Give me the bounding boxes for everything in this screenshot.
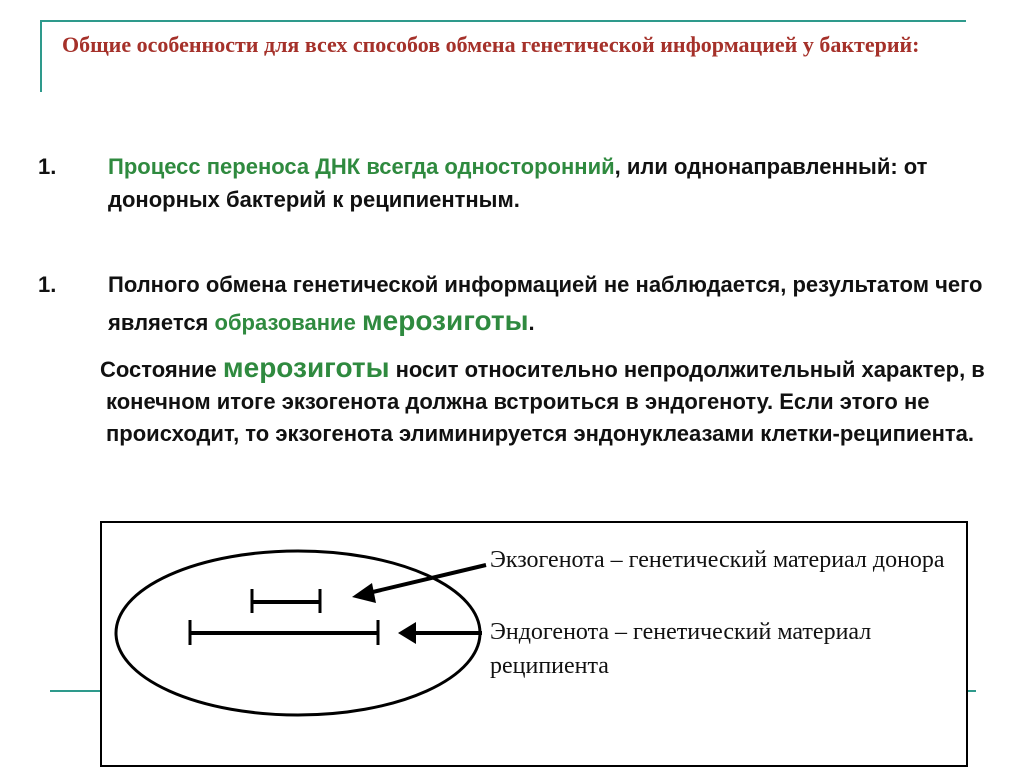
- highlight-text: образование: [214, 310, 362, 335]
- endogenote-arrow: [398, 622, 482, 644]
- frame-left-line: [40, 20, 42, 92]
- list-item-number: 1.: [38, 272, 57, 297]
- exogenote-label: Экзогенота – генетический материал донора: [490, 547, 945, 573]
- list-item-number: 1.: [38, 154, 57, 179]
- highlight-term: мерозиготы: [361, 305, 529, 336]
- plain-text: носит относительно непродолжительный характер, в конечном итоге экзогенота должна встроиться в эндогеноту. Если этого не происходит, то экзогенота элиминируется эндонуклеазами клетки-реципиента.: [106, 357, 985, 446]
- list-item-text: [108, 150, 998, 216]
- highlight-term: мерозиготы: [222, 352, 390, 383]
- list-item-text: [108, 267, 998, 341]
- endogenote-segment: [190, 620, 378, 645]
- endogenote-label: Эндогенота – генетический материал реципиента: [490, 619, 872, 679]
- plain-text: Состояние: [100, 357, 223, 382]
- plain-text: , или однонаправленный: от донорных бактерий к реципиентным.: [108, 154, 928, 212]
- plain-text: Полного обмена генетической информацией не наблюдается, результатом чего является: [108, 272, 983, 335]
- highlight-text: Процесс переноса ДНК всегда односторонний: [108, 154, 615, 179]
- exogenote-segment: [252, 589, 320, 613]
- slide-title: Общие особенности для всех способов обмена генетической информацией у бактерий:: [62, 32, 920, 57]
- frame-top-line: [40, 20, 966, 22]
- merozygote-paragraph: [100, 352, 986, 450]
- punctuation: .: [528, 310, 535, 335]
- merozygote-diagram: [100, 521, 968, 767]
